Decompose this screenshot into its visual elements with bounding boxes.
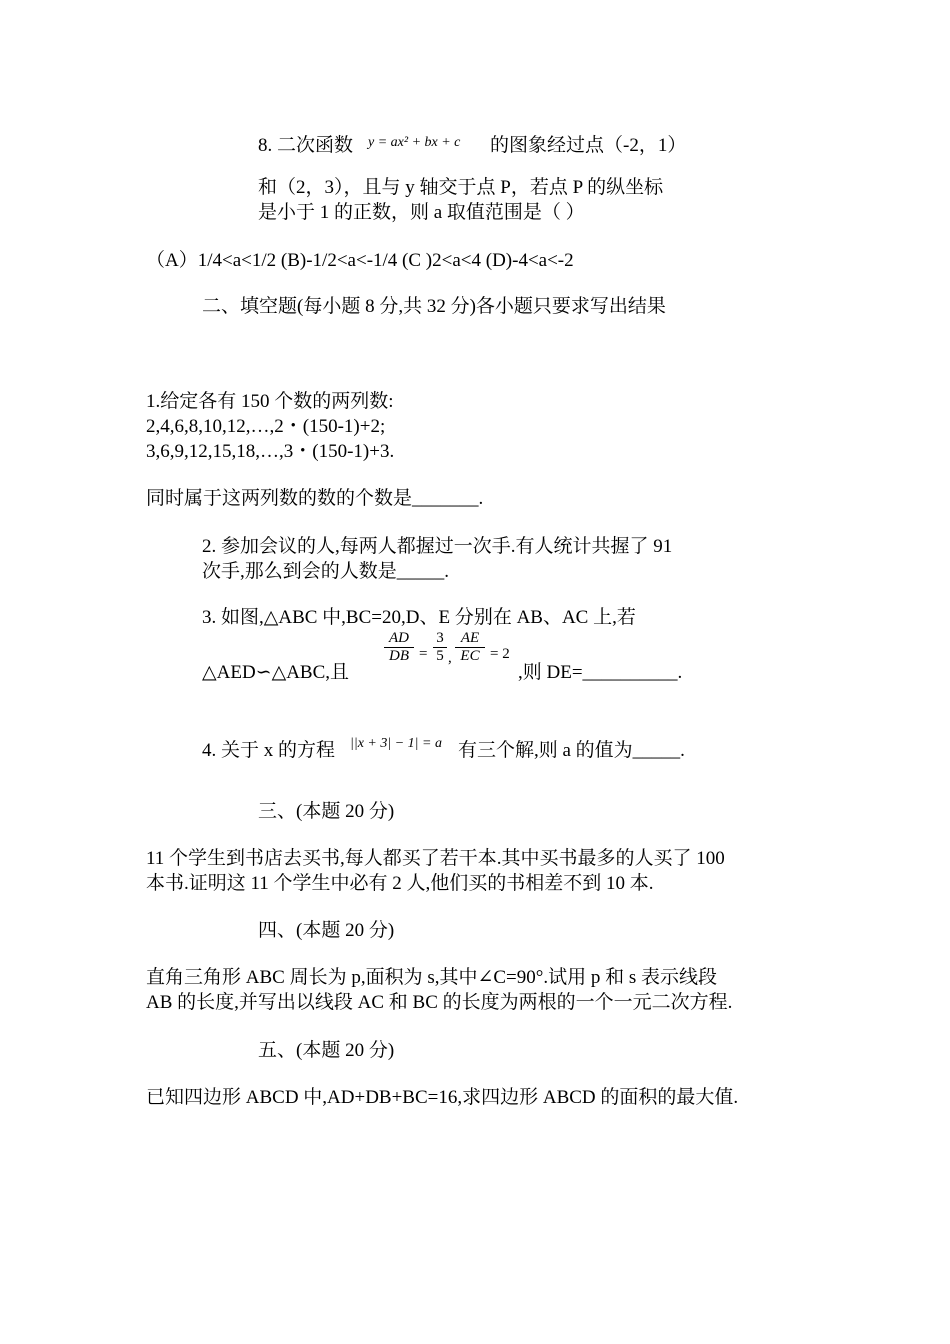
s2-p1-line1: 1.给定各有 150 个数的两列数: bbox=[146, 391, 394, 412]
q8-options: （A）1/4<a<1/2 (B)-1/2<a<-1/4 (C )2<a<4 (D)-4<a<-2 bbox=[146, 250, 574, 271]
fraction-ae-ec bbox=[455, 630, 485, 665]
section5-title: 五、(本题 20 分) bbox=[258, 1040, 395, 1061]
fraction-three-fifths bbox=[433, 630, 447, 665]
fraction-equals-two: = 2 bbox=[490, 646, 510, 662]
fraction-three-fifths-denominator: 5 bbox=[436, 648, 444, 664]
s2-p3-line1: 3. 如图,△ABC 中,BC=20,D、E 分别在 AB、AC 上,若 bbox=[202, 607, 636, 628]
section4-title: 四、(本题 20 分) bbox=[258, 920, 395, 941]
fraction-ad-db-denominator: DB bbox=[389, 648, 409, 664]
s4-line1: 直角三角形 ABC 周长为 p,面积为 s,其中∠C=90°.试用 p 和 s 表示线段 bbox=[146, 967, 718, 988]
s3-line2: 本书.证明这 11 个学生中必有 2 人,他们买的书相差不到 10 本. bbox=[146, 873, 654, 894]
s2-p1-line3: 3,6,9,12,15,18,…,3・(150-1)+3. bbox=[146, 441, 395, 462]
q8-formula: y = ax² + bx + c bbox=[368, 135, 461, 150]
fraction-three-fifths-numerator: 3 bbox=[433, 630, 447, 648]
s2-p4-suffix: 有三个解,则 a 的值为_____. bbox=[458, 740, 685, 761]
fraction-comma: , bbox=[448, 650, 452, 666]
s2-p1-line4: 同时属于这两列数的数的个数是_______. bbox=[146, 488, 484, 509]
fraction-equals-sign: = bbox=[419, 646, 428, 662]
section3-title: 三、(本题 20 分) bbox=[258, 801, 395, 822]
s2-p4-prefix: 4. 关于 x 的方程 bbox=[202, 740, 336, 761]
s5-line1: 已知四边形 ABCD 中,AD+DB+BC=16,求四边形 ABCD 的面积的最大值. bbox=[146, 1087, 739, 1108]
s2-p1-line2: 2,4,6,8,10,12,…,2・(150-1)+2; bbox=[146, 416, 386, 437]
s2-p4-formula: ||x + 3| − 1| = a bbox=[350, 736, 442, 751]
section2-title: 二、填空题(每小题 8 分,共 32 分)各小题只要求写出结果 bbox=[202, 296, 666, 317]
s2-p3-prefix: △AED∽△ABC,且 bbox=[202, 662, 350, 683]
s4-line2: AB 的长度,并写出以线段 AC 和 BC 的长度为两根的一个一元二次方程. bbox=[146, 992, 733, 1013]
q8-prefix: 8. 二次函数 bbox=[258, 135, 354, 156]
q8-suffix: 的图象经过点（-2，1） bbox=[490, 135, 687, 156]
q8-line2: 和（2，3），且与 y 轴交于点 P，若点 P 的纵坐标 bbox=[258, 177, 664, 198]
s2-p2-line1: 2. 参加会议的人,每两人都握过一次手.有人统计共握了 91 bbox=[202, 536, 673, 557]
fraction-ad-db-numerator: AD bbox=[384, 630, 414, 648]
s2-p2-line2: 次手,那么到会的人数是_____. bbox=[202, 561, 450, 582]
s3-line1: 11 个学生到书店去买书,每人都买了若干本.其中买书最多的人买了 100 bbox=[146, 848, 725, 869]
fraction-ae-ec-denominator: EC bbox=[460, 648, 480, 664]
s2-p3-suffix: ,则 DE=__________. bbox=[518, 662, 683, 683]
fraction-ae-ec-numerator: AE bbox=[455, 630, 485, 648]
fraction-ad-db bbox=[384, 630, 414, 665]
q8-line3: 是小于 1 的正数，则 a 取值范围是（ ） bbox=[258, 202, 585, 223]
